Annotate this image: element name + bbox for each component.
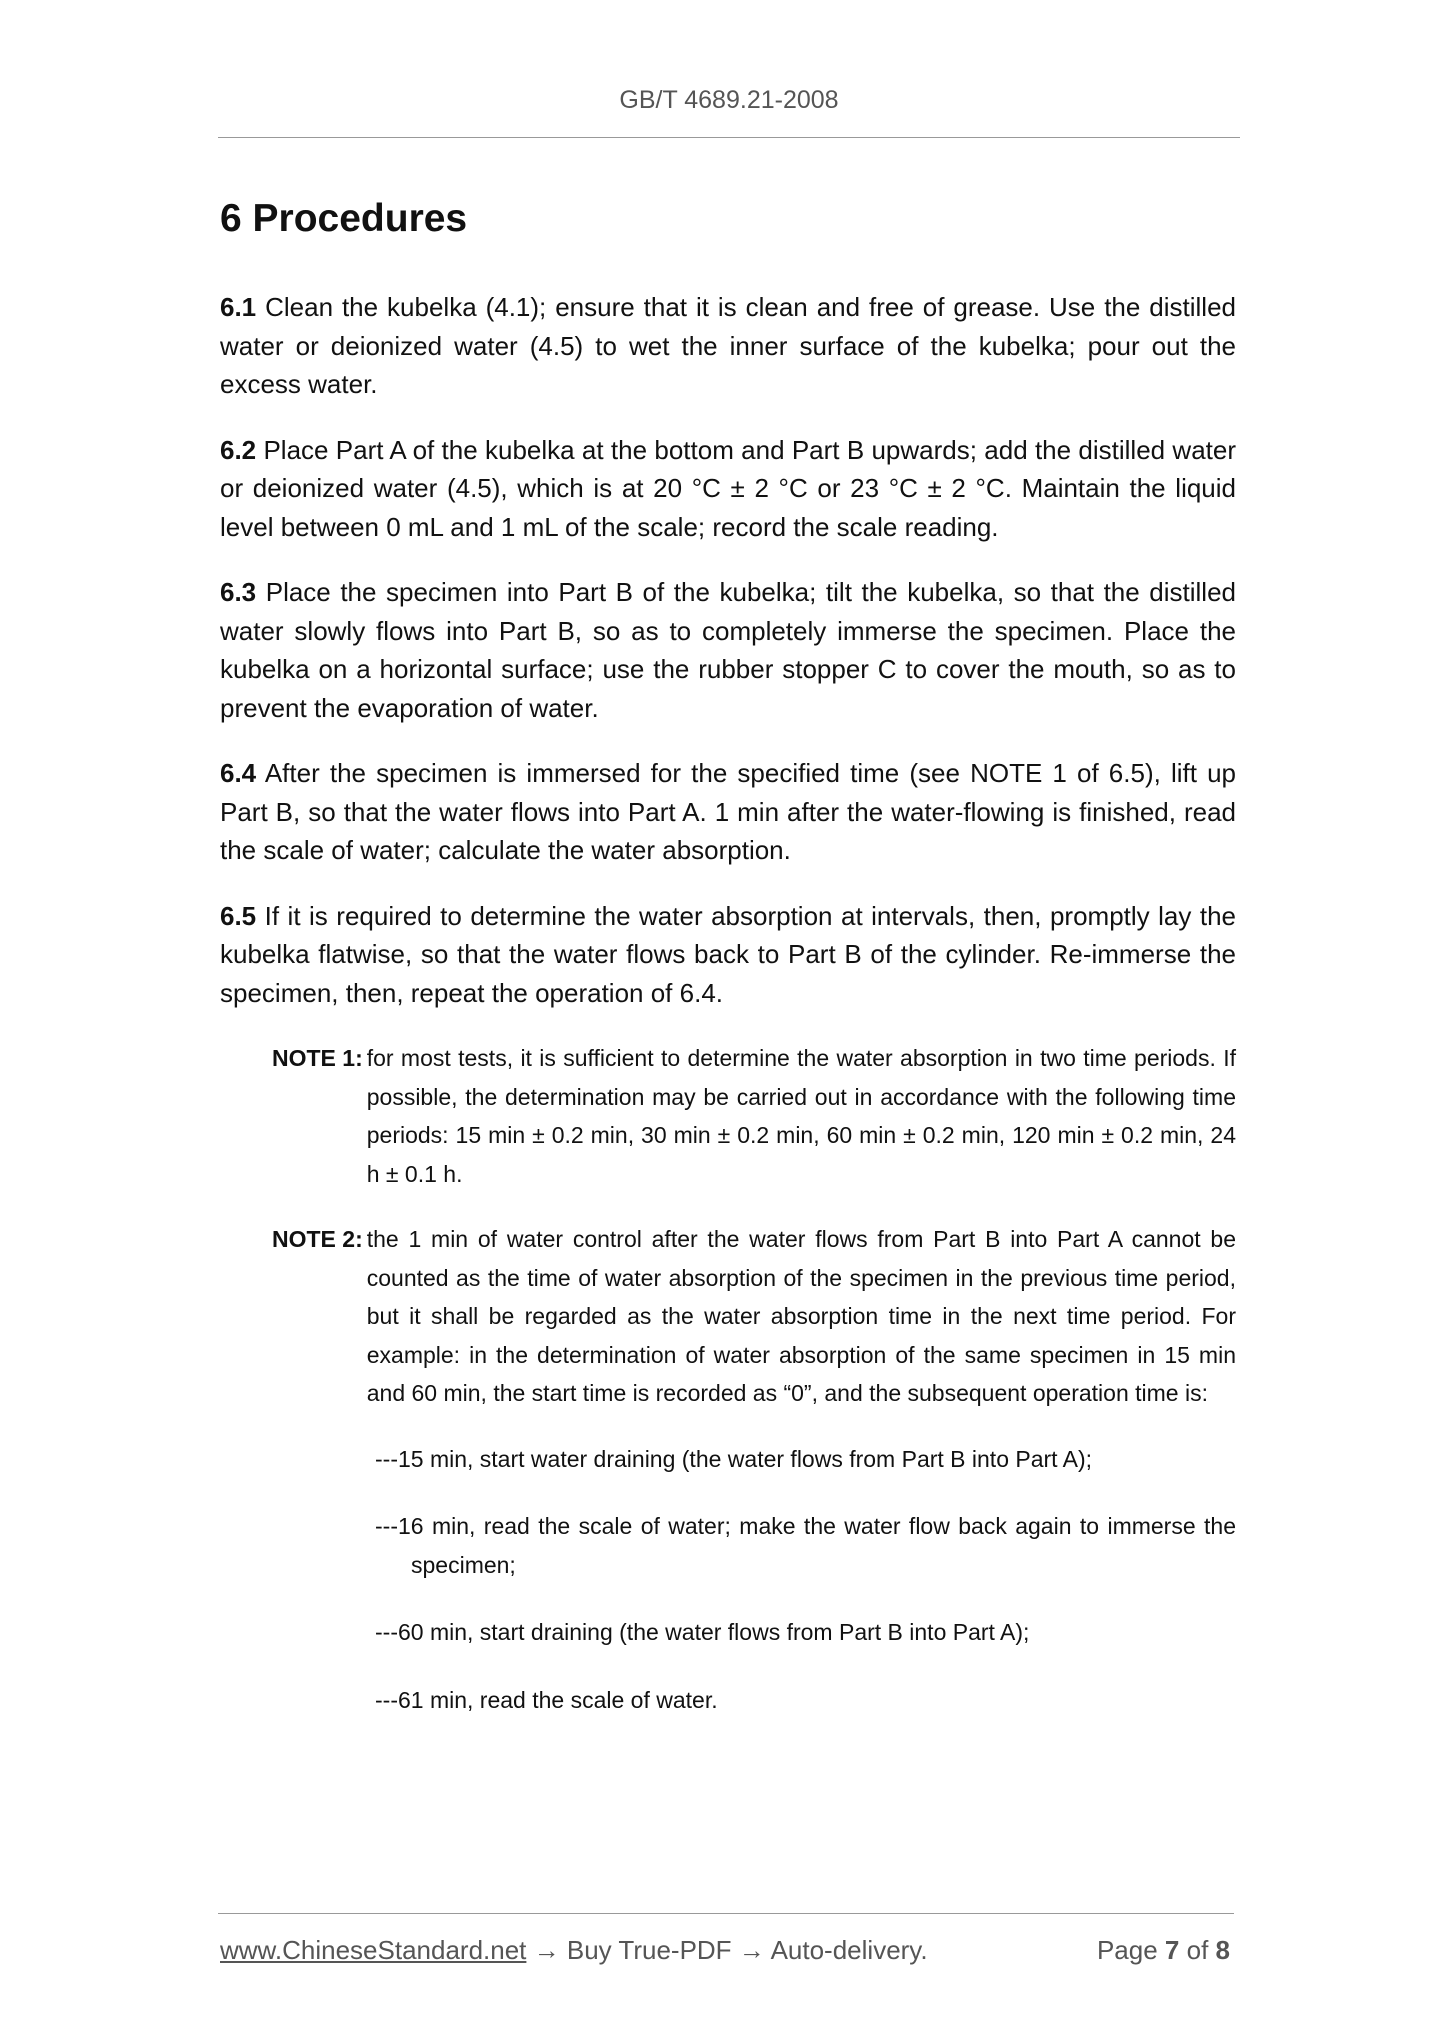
paragraph-number: 6.4 — [220, 758, 257, 788]
paragraph-6-2 — [220, 431, 1236, 547]
page-total: 8 — [1215, 1935, 1230, 1965]
note-text: for most tests, it is sufficient to determine the water absorption in two time periods. If possible, the determination may be carried out in accordance with the following time periods: 15 min ± 0.2 min, 30 min ± 0.2 min, 60 min ± 0.2 min, 120 min ± 0.2 min, 24 h ± 0.1 h. — [366, 1045, 1236, 1187]
paragraph-text: Clean the kubelka (4.1); ensure that it is clean and free of grease. Use the distilled water or deionized water (4.5) to wet the inner surface of the kubelka; pour out the excess water. — [220, 292, 1236, 399]
note-label: NOTE 1: — [272, 1045, 363, 1071]
paragraph-text: Place the specimen into Part B of the kubelka; tilt the kubelka, so that the distilled water slowly flows into Part B, so as to completely immerse the specimen. Place the kubelka on a horizontal surface; use the rubber stopper C to cover the mouth, so as to prevent the evaporation of water. — [220, 577, 1236, 723]
note-2 — [272, 1220, 1236, 1413]
section-title: 6 Procedures — [220, 197, 468, 240]
paragraph-text: Place Part A of the kubelka at the bottom and Part B upwards; add the distilled water or deionized water (4.5), which is at 20 °C ± 2 °C or 23 °C ± 2 °C. Maintain the liquid level between 0 mL and 1 mL of the scale; record the scale reading. — [220, 434, 1236, 542]
paragraph-6-3 — [220, 573, 1236, 727]
step-item: ---15 min, start water draining (the water flows from Part B into Part A); — [375, 1445, 1093, 1472]
paragraph-text: After the specimen is immersed for the specified time (see NOTE 1 of 6.5), lift up Part B, so that the water flows into Part A. 1 min after the water-flowing is finished, read the scale of water; calculate the water absorption. — [220, 758, 1236, 865]
paragraph-text: If it is required to determine the water absorption at intervals, then, promptly lay the kubelka flatwise, so that the water flows back to Part B of the cylinder. Re-immerse the specimen, then, repeat the operation of 6.4. — [220, 900, 1236, 1008]
step-item: ---16 min, read the scale of water; make the water flow back again to immerse the specimen; — [375, 1513, 1236, 1578]
operation-steps — [375, 1440, 1236, 1720]
step-item: ---61 min, read the scale of water. — [375, 1686, 718, 1713]
footer-tagline: → Buy True-PDF → Auto-delivery. — [526, 1935, 928, 1965]
note-1 — [272, 1039, 1236, 1193]
paragraph-number: 6.3 — [220, 577, 257, 607]
paragraph-number: 6.1 — [220, 292, 257, 322]
paragraph-number: 6.2 — [220, 434, 257, 465]
note-text: the 1 min of water control after the water flows from Part B into Part A cannot be counted as the time of water absorption of the specimen in the previous time period, but it shall be regarded as the water absorption time in the next time period. For example: in the determination of water absorption of the same specimen in 15 min and 60 min, the start time is recorded as “0”, and the subsequent operation time is: — [366, 1226, 1236, 1406]
header-divider — [218, 137, 1240, 138]
paragraph-6-5 — [220, 897, 1236, 1013]
paragraph-number: 6.5 — [220, 900, 257, 931]
main-content — [220, 288, 1236, 1748]
of-label: of — [1186, 1935, 1209, 1965]
paragraph-6-4 — [220, 754, 1236, 870]
footer-divider — [218, 1913, 1234, 1914]
page-label: Page — [1096, 1935, 1158, 1965]
page-number: 7 — [1164, 1935, 1180, 1965]
note-label: NOTE 2: — [272, 1226, 363, 1252]
document-code-header: GB/T 4689.21-2008 — [619, 86, 839, 114]
step-item: ---60 min, start draining (the water flows from Part B into Part A); — [375, 1619, 1030, 1645]
footer-promo — [220, 1935, 928, 1966]
page-indicator — [1097, 1935, 1230, 1966]
website-link[interactable]: www.ChineseStandard.net — [220, 1935, 527, 1965]
paragraph-6-1 — [220, 288, 1236, 404]
